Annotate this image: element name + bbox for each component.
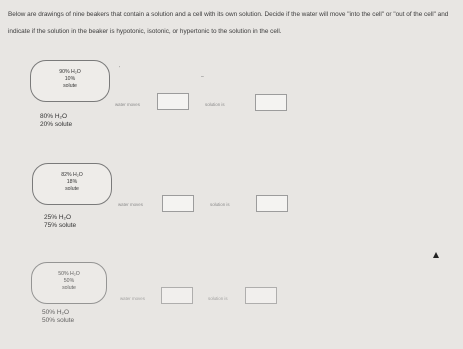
beaker-water-percent: 80% H₂O — [40, 113, 68, 120]
dash-mark: – — [201, 74, 204, 80]
beaker-solute-percent: 75% solute — [44, 222, 77, 229]
cell-water-percent: 90% H₂O — [59, 69, 81, 75]
cell-drawing — [31, 262, 107, 304]
cell-solute-word: solute — [65, 186, 79, 192]
water-moves-input[interactable] — [157, 93, 189, 110]
mouse-cursor-icon — [433, 252, 439, 258]
water-moves-label: water moves — [120, 296, 145, 301]
water-moves-input[interactable] — [161, 287, 193, 304]
solution-is-input[interactable] — [256, 195, 288, 212]
beaker-water-percent: 25% H₂O — [44, 214, 72, 221]
solution-is-label: solution is — [208, 296, 228, 301]
cell-solute-word: solute — [62, 285, 76, 291]
water-moves-label: water moves — [118, 202, 143, 207]
cell-solute-word: solute — [63, 83, 77, 89]
cell-water-percent: 82% H₂O — [61, 172, 83, 178]
cell-solute-percent: 50% — [63, 278, 75, 284]
cell-solute-percent: 18% — [66, 179, 78, 185]
solution-is-label: solution is — [205, 102, 225, 107]
solution-is-input[interactable] — [255, 94, 287, 111]
water-moves-input[interactable] — [162, 195, 194, 212]
instructions-text: Below are drawings of nine beakers that contain a solution and a cell with its own solution. Decide if the water will move "into the cell" or "out of the cell" and indicate if the solution in the beaker is hypotonic, isotonic, or hypertonic to the solution in the cell. — [8, 11, 449, 35]
beaker-solute-percent: 20% solute — [40, 121, 73, 128]
cell-drawing — [32, 163, 112, 205]
water-moves-label: water moves — [115, 102, 140, 107]
tick-mark: ’ — [119, 66, 121, 72]
beaker-water-percent: 50% H₂O — [42, 309, 70, 316]
cell-water-percent: 50% H₂O — [58, 271, 80, 277]
beaker-solute-percent: 50% solute — [42, 317, 75, 324]
solution-is-input[interactable] — [245, 287, 277, 304]
cell-solute-percent: 10% — [64, 76, 76, 82]
solution-is-label: solution is — [210, 202, 230, 207]
